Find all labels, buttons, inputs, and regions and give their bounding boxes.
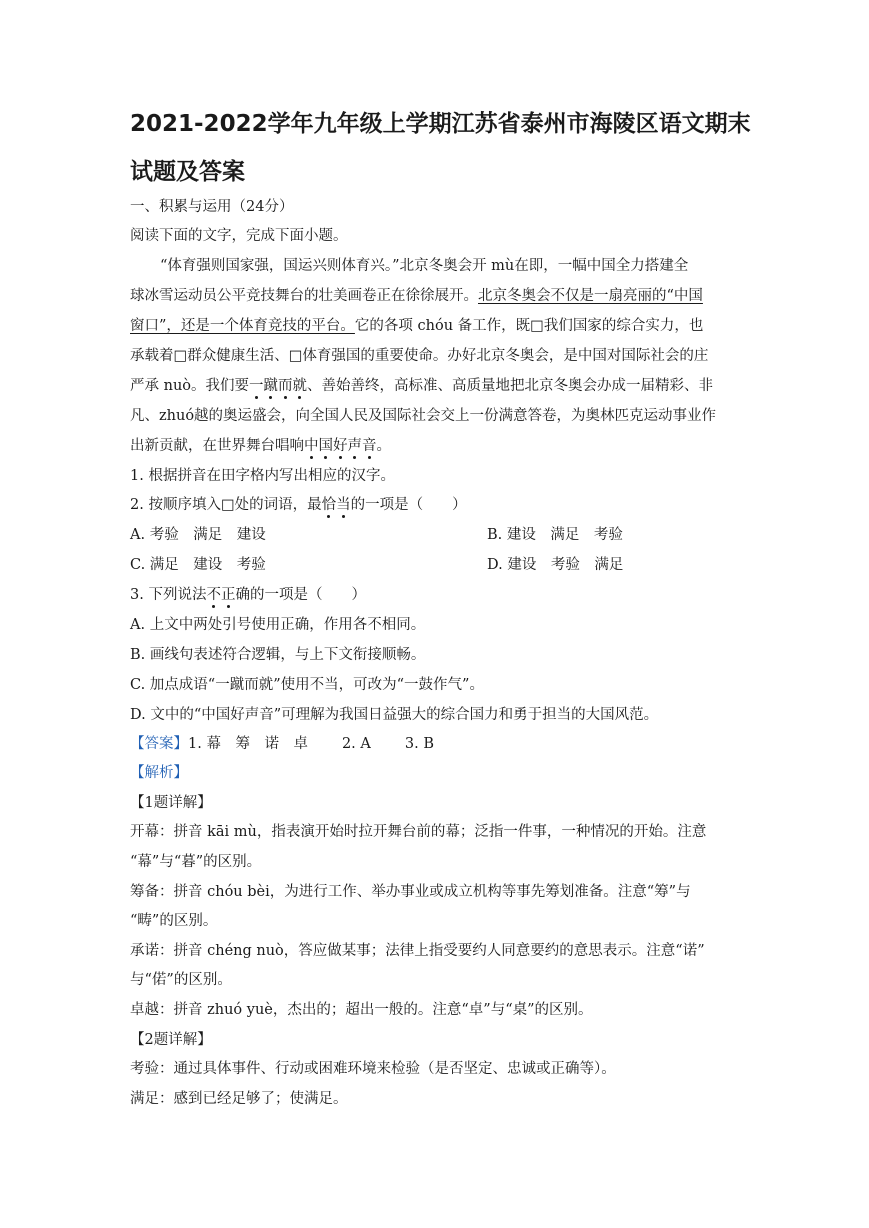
answer-line — [130, 734, 434, 754]
detail-choubei-line-1: 筹备：拼音 chóu bèi，为进行工作、举办事业或成立机构等事先筹划准备。注意“筹”与 — [130, 884, 691, 900]
passage-text: 。 — [376, 438, 391, 454]
passage-text: 严承 nuò。我们要 — [130, 378, 250, 394]
passage-line-2 — [130, 286, 703, 306]
emphasis-char: 一 — [249, 378, 264, 394]
passage-text: 、善始善终，高标准、高质量地把北京冬奥会办成一届精彩、非 — [307, 378, 714, 394]
answer-2: 2. A — [341, 736, 371, 752]
q2-option-b: B. 建设 满足 考验 — [487, 527, 623, 543]
passage-line-6: 凡、zhuó越的奥运盛会，向全国人民及国际社会交上一份满意答卷，为奥林匹克运动事业作 — [130, 408, 717, 424]
dotted-word — [206, 587, 235, 603]
question-text: 的一项是（ ） — [350, 497, 467, 513]
q3-option-b: B. 画线句表述符合逻辑，与上下文衔接顺畅。 — [130, 647, 426, 663]
answer-1: 1. 幕 筹 诺 卓 — [188, 736, 308, 752]
emphasis-char: 正 — [220, 587, 236, 603]
detail-chengnuo-line-1: 承诺：拼音 chéng nuò，答应做某事；法律上指受要约人同意要约的意思表示。注意“诺” — [130, 943, 705, 959]
q3-option-a: A. 上文中两处引号使用正确，作用各不相同。 — [130, 617, 426, 633]
detail-chengnuo-line-2: 与“偌”的区别。 — [130, 972, 232, 988]
emphasis-char: 当 — [336, 497, 351, 513]
emphasis-char: 音 — [362, 438, 377, 454]
passage-line-1: “体育强则国家强，国运兴则体育兴。”北京冬奥会开 mù在即，一幅中国全力搭建全 — [160, 258, 689, 274]
emphasis-char: 中 — [304, 438, 319, 454]
passage-line-5 — [130, 376, 713, 396]
question-text: 3. 下列说法 — [130, 587, 207, 603]
answer-3: 3. B — [404, 736, 434, 752]
answer-label: 【答案】 — [130, 736, 188, 752]
emphasis-char: 国 — [318, 438, 333, 454]
emphasis-char: 恰 — [321, 497, 337, 513]
passage-line-4: 承载着□群众健康生活、□体育强国的重要使命。办好北京冬奥会，是中国对国际社会的庄 — [130, 348, 709, 364]
detail-manzu: 满足：感到已经足够了；使满足。 — [130, 1091, 348, 1107]
detail-kaimu-line-2: “幕”与“暮”的区别。 — [130, 854, 262, 870]
question-1: 1. 根据拼音在田字格内写出相应的汉字。 — [130, 468, 395, 484]
q2-option-a: A. 考验 满足 建设 — [130, 527, 266, 543]
underlined-sentence: 北京冬奥会不仅是一扇亮丽的“中国 — [478, 288, 703, 304]
emphasis-char: 蹴 — [263, 378, 279, 394]
emphasis-char: 不 — [206, 587, 221, 603]
emphasis-char: 而 — [278, 378, 293, 394]
passage-line-3 — [130, 316, 703, 336]
dotted-phrase — [304, 438, 377, 454]
question-text: 2. 按顺序填入□处的词语，最 — [130, 497, 322, 513]
question-3-stem — [130, 585, 366, 605]
detail-zhuoyue: 卓越：拼音 zhuó yuè，杰出的；超出一般的。注意“卓”与“桌”的区别。 — [130, 1002, 593, 1018]
dotted-idiom — [249, 378, 307, 394]
dotted-word — [322, 497, 351, 513]
reading-instruction: 阅读下面的文字，完成下面小题。 — [130, 228, 348, 244]
detail-kaoyan: 考验：通过具体事件、行动或困难环境来检验（是否坚定、忠诚或正确等）。 — [130, 1061, 616, 1077]
q3-option-c: C. 加点成语“一蹴而就”使用不当，可改为“一鼓作气”。 — [130, 677, 484, 693]
q2-option-c: C. 满足 建设 考验 — [130, 557, 266, 573]
detail-1-heading: 【1题详解】 — [130, 795, 212, 811]
section-heading: 一、积累与运用（24分） — [130, 199, 294, 215]
passage-text: 它的各项 chóu 备工作，既□我们国家的综合实力，也 — [354, 318, 704, 334]
title-line-1: 2021-2022学年九年级上学期江苏省泰州市海陵区语文期末 — [130, 111, 751, 137]
document-title — [130, 100, 751, 196]
underlined-sentence-end: 窗口”，还是一个体育竞技的平台。 — [130, 318, 355, 334]
emphasis-char: 就 — [292, 378, 308, 394]
title-line-2: 试题及答案 — [130, 159, 245, 185]
question-2-stem — [130, 495, 467, 515]
question-text: 确的一项是（ ） — [235, 587, 366, 603]
analysis-label: 【解析】 — [130, 765, 188, 781]
detail-kaimu-line-1: 开幕：拼音 kāi mù，指表演开始时拉开舞台前的幕；泛指一件事，一种情况的开始。注意 — [130, 824, 707, 840]
emphasis-char: 声 — [347, 438, 362, 454]
q3-option-d: D. 文中的“中国好声音”可理解为我国日益强大的综合国力和勇于担当的大国风范。 — [130, 707, 659, 723]
q2-option-d: D. 建设 考验 满足 — [487, 557, 624, 573]
passage-text: 出新贡献，在世界舞台唱响 — [130, 438, 304, 454]
passage-text: 球冰雪运动员公平竞技舞台的壮美画卷正在徐徐展开。 — [130, 288, 478, 304]
detail-2-heading: 【2题详解】 — [130, 1032, 212, 1048]
detail-choubei-line-2: “畴”的区别。 — [130, 913, 218, 929]
emphasis-char: 好 — [333, 438, 348, 454]
passage-line-7 — [130, 436, 391, 456]
